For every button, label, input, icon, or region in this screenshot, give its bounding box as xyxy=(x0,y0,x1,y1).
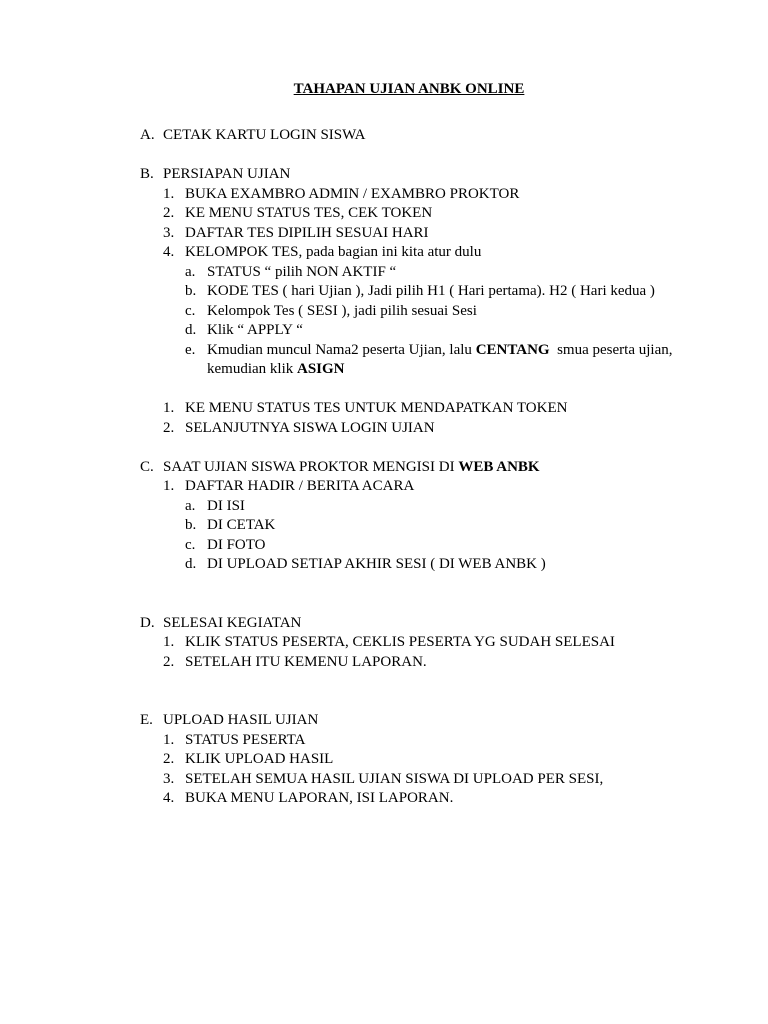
text-run: Kmudian muncul Nama2 peserta Ujian, lalu xyxy=(207,341,476,358)
section-heading-text: PERSIAPAN UJIAN xyxy=(163,166,291,182)
sub-list-item xyxy=(140,263,728,283)
asign-emphasis: ASIGN xyxy=(297,361,345,377)
section-b xyxy=(140,165,728,438)
sub-list-item-text: DI UPLOAD SETIAP AKHIR SESI ( DI WEB ANBK ) xyxy=(207,556,546,572)
sub-list-marker: a. xyxy=(185,497,196,514)
section-heading xyxy=(140,614,728,634)
section-marker: B. xyxy=(140,166,154,182)
list-item-text: SETELAH ITU KEMENU LAPORAN. xyxy=(185,653,427,670)
sub-list-item xyxy=(140,282,728,302)
list-item-text: KE MENU STATUS TES, CEK TOKEN xyxy=(185,205,433,221)
sub-list-item xyxy=(140,555,728,575)
document-title: TAHAPAN UJIAN ANBK ONLINE xyxy=(293,81,525,97)
list-marker: 1. xyxy=(163,731,175,748)
sub-list-marker: d. xyxy=(185,322,197,338)
list-marker: 2. xyxy=(163,653,175,670)
list-marker: 3. xyxy=(163,770,175,787)
list-item-text: BUKA EXAMBRO ADMIN / EXAMBRO PROKTOR xyxy=(185,185,520,202)
sub-list-item-text: DI FOTO xyxy=(207,536,266,553)
list-item xyxy=(140,731,728,751)
section-marker: A. xyxy=(140,127,155,143)
spacer xyxy=(140,672,728,692)
section-heading-text: SELESAI KEGIATAN xyxy=(163,614,302,631)
sub-list-item-text: Klik “ APPLY “ xyxy=(207,322,303,338)
list-item-text: KLIK UPLOAD HASIL xyxy=(185,751,334,767)
text-run: SAAT UJIAN SISWA PROKTOR MENGISI DI xyxy=(163,458,459,475)
list-marker: 1. xyxy=(163,478,175,494)
section-heading xyxy=(140,711,728,731)
list-item-text: DAFTAR HADIR / BERITA ACARA xyxy=(185,478,415,494)
sub-list-item-text xyxy=(207,341,728,380)
list-item xyxy=(140,224,728,244)
sub-list-item-text: KODE TES ( hari Ujian ), Jadi pilih H1 ( Hari pertama). H2 ( Hari kedua ) xyxy=(207,283,655,299)
sub-list-item-text: STATUS “ pilih NON AKTIF “ xyxy=(207,263,397,280)
list-item-text: BUKA MENU LAPORAN, ISI LAPORAN. xyxy=(185,790,454,806)
sub-list-marker: c. xyxy=(185,536,196,553)
section-heading-text: CETAK KARTU LOGIN SISWA xyxy=(163,127,366,143)
list-item xyxy=(140,243,728,263)
section-marker: E. xyxy=(140,712,153,728)
list-marker: 2. xyxy=(163,419,175,436)
list-item xyxy=(140,185,728,205)
list-marker: 2. xyxy=(163,205,175,221)
sub-list-marker: d. xyxy=(185,556,197,572)
list-item-text: STATUS PESERTA xyxy=(185,731,306,748)
sub-list-item xyxy=(140,536,728,556)
list-marker: 1. xyxy=(163,400,175,416)
spacer xyxy=(140,575,728,595)
sub-list-item xyxy=(140,516,728,536)
list-item-text: KE MENU STATUS TES UNTUK MENDAPATKAN TOKEN xyxy=(185,400,568,416)
sub-list-item-text: DI CETAK xyxy=(207,517,276,533)
centang-emphasis: CENTANG xyxy=(475,341,550,358)
section-heading xyxy=(140,165,728,185)
list-marker: 3. xyxy=(163,224,175,241)
list-item xyxy=(140,204,728,224)
list-item xyxy=(140,653,728,673)
list-item-text: SELANJUTNYA SISWA LOGIN UJIAN xyxy=(185,419,435,436)
list-marker: 1. xyxy=(163,634,175,650)
list-marker: 1. xyxy=(163,185,175,202)
section-e xyxy=(140,711,728,809)
section-d xyxy=(140,614,728,692)
sub-list-item-text: DI ISI xyxy=(207,497,245,514)
sub-list-item xyxy=(140,302,728,322)
section-heading xyxy=(140,126,728,146)
list-item-text: SETELAH SEMUA HASIL UJIAN SISWA DI UPLOAD PER SESI, xyxy=(185,770,604,787)
sub-list-marker: b. xyxy=(185,283,197,299)
list-item-text: KELOMPOK TES, pada bagian ini kita atur dulu xyxy=(185,244,482,260)
section-heading-text xyxy=(163,458,540,478)
text-run: smua peserta ujian, kemudian klik xyxy=(207,341,677,377)
list-item xyxy=(140,750,728,770)
list-item-text: KLIK STATUS PESERTA, CEKLIS PESERTA YG SUDAH SELESAI xyxy=(185,634,615,650)
web-anbk-emphasis: WEB ANBK xyxy=(458,458,540,475)
sub-list-marker: c. xyxy=(185,302,196,319)
list-marker: 4. xyxy=(163,790,175,806)
list-item xyxy=(140,770,728,790)
section-marker: C. xyxy=(140,458,154,475)
list-item xyxy=(140,789,728,809)
list-item xyxy=(140,419,728,439)
sub-list-item xyxy=(140,341,728,380)
list-item xyxy=(140,477,728,497)
list-item xyxy=(140,399,728,419)
section-a xyxy=(140,126,728,146)
list-item xyxy=(140,633,728,653)
section-marker: D. xyxy=(140,614,155,631)
sub-list-marker: a. xyxy=(185,263,196,280)
list-marker: 2. xyxy=(163,751,175,767)
sub-list-item xyxy=(140,321,728,341)
section-heading-text: UPLOAD HASIL UJIAN xyxy=(163,712,319,728)
list-marker: 4. xyxy=(163,244,175,260)
sub-list-item-text: Kelompok Tes ( SESI ), jadi pilih sesuai Sesi xyxy=(207,302,477,319)
section-heading xyxy=(140,458,728,478)
list-item-text: DAFTAR TES DIPILIH SESUAI HARI xyxy=(185,224,429,241)
section-c xyxy=(140,458,728,595)
sub-list-marker: b. xyxy=(185,517,197,533)
sub-list-marker: e. xyxy=(185,341,196,358)
document-body xyxy=(140,126,728,828)
spacer xyxy=(140,380,728,400)
sub-list-item xyxy=(140,497,728,517)
